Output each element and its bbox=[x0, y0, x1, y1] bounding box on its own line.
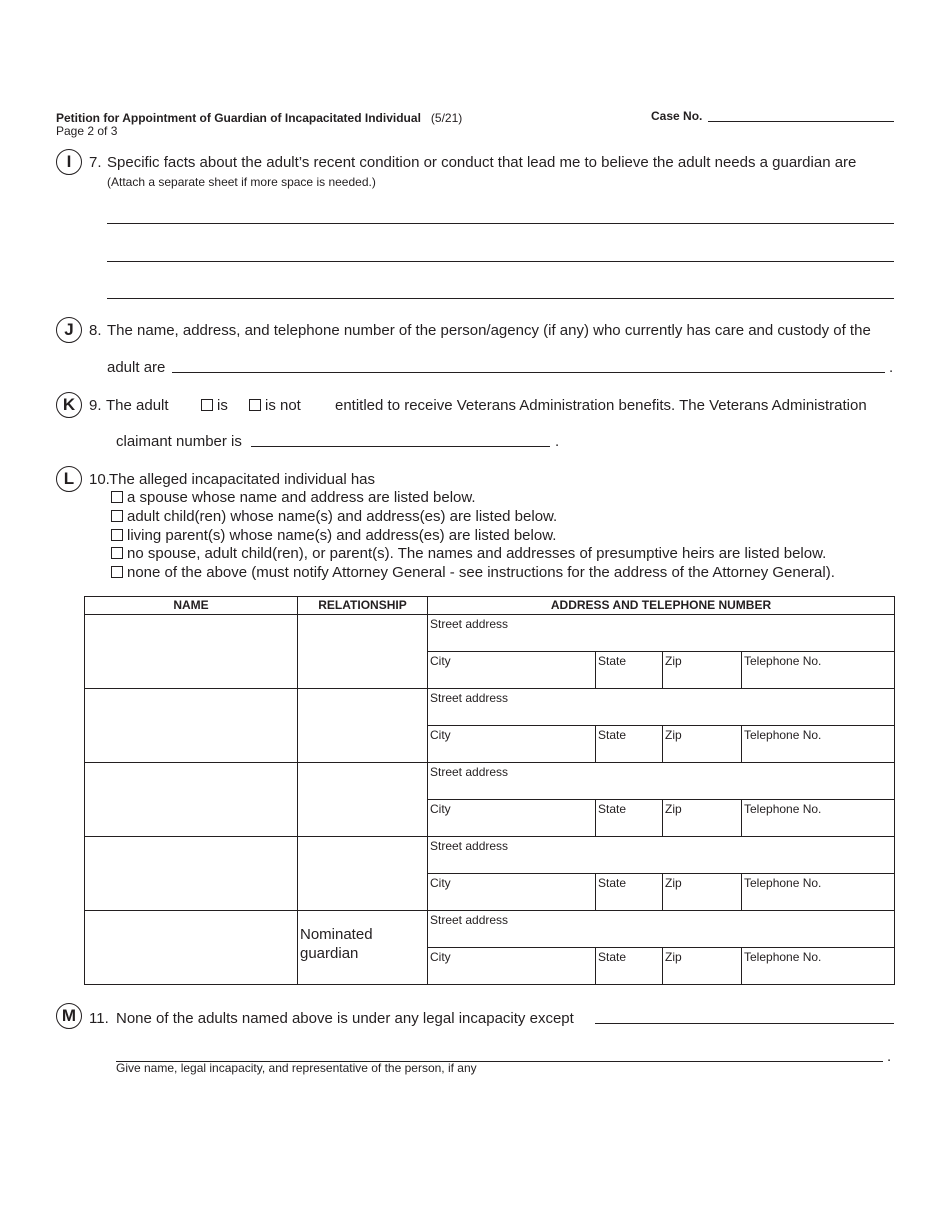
state-cell[interactable]: State bbox=[596, 652, 663, 689]
nominated-guardian-label: Nominated guardian bbox=[300, 926, 373, 962]
phone-cell[interactable]: Telephone No. bbox=[742, 874, 895, 911]
name-cell[interactable] bbox=[85, 615, 298, 689]
section-badge-j: J bbox=[56, 317, 82, 343]
q10-number: 10. bbox=[89, 471, 110, 488]
phone-cell[interactable]: Telephone No. bbox=[742, 652, 895, 689]
phone-cell[interactable]: Telephone No. bbox=[742, 948, 895, 985]
q8-end: . bbox=[889, 359, 894, 376]
case-no-field[interactable] bbox=[708, 121, 894, 122]
city-cell[interactable]: City bbox=[428, 652, 596, 689]
table-row bbox=[85, 837, 895, 874]
name-cell[interactable] bbox=[85, 763, 298, 837]
q11-number: 11. bbox=[89, 1010, 109, 1027]
table-row bbox=[85, 763, 895, 800]
checkbox[interactable] bbox=[111, 510, 123, 522]
q10-option-heirs[interactable]: no spouse, adult child(ren), or parent(s). The names and addresses of presumptive heirs are listed below. bbox=[111, 545, 826, 562]
q9-option-is[interactable]: is bbox=[201, 397, 228, 414]
section-badge-l: L bbox=[56, 466, 82, 492]
q10-option-parents[interactable]: living parent(s) whose name(s) and address(es) are listed below. bbox=[111, 527, 556, 544]
table-header-row bbox=[85, 597, 895, 615]
relationship-cell-nominated bbox=[298, 911, 428, 985]
relatives-table bbox=[84, 596, 895, 985]
zip-cell[interactable]: Zip bbox=[663, 726, 742, 763]
q7-note: (Attach a separate sheet if more space is needed.) bbox=[107, 175, 376, 189]
q10-text: The alleged incapacitated individual has bbox=[109, 471, 376, 488]
zip-cell[interactable]: Zip bbox=[663, 948, 742, 985]
state-cell[interactable]: State bbox=[596, 948, 663, 985]
phone-cell[interactable]: Telephone No. bbox=[742, 800, 895, 837]
q9-lead: The adult bbox=[106, 397, 169, 414]
q11-caption: Give name, legal incapacity, and representative of the person, if any bbox=[116, 1061, 477, 1075]
street-cell[interactable]: Street address bbox=[428, 837, 895, 874]
city-cell[interactable]: City bbox=[428, 800, 596, 837]
q7-answer-line-1[interactable] bbox=[107, 223, 894, 224]
q9-number: 9. bbox=[89, 397, 102, 414]
relationship-cell[interactable] bbox=[298, 615, 428, 689]
q9-text: entitled to receive Veterans Administration benefits. The Veterans Administration bbox=[335, 397, 867, 414]
q11-text: None of the adults named above is under any legal incapacity except bbox=[116, 1010, 574, 1027]
q9-text-2: claimant number is bbox=[116, 433, 242, 450]
city-cell[interactable]: City bbox=[428, 874, 596, 911]
q8-number: 8. bbox=[89, 322, 102, 339]
city-cell[interactable]: City bbox=[428, 948, 596, 985]
q11-answer-line-1[interactable] bbox=[595, 1023, 894, 1024]
page-number: Page 2 of 3 bbox=[56, 124, 118, 138]
q7-text: Specific facts about the adult’s recent condition or conduct that lead me to believe the adult needs a guardian are bbox=[107, 154, 857, 171]
header-relationship: RELATIONSHIP bbox=[298, 597, 428, 615]
q10-option-children[interactable]: adult child(ren) whose name(s) and address(es) are listed below. bbox=[111, 508, 557, 525]
q7-answer-line-3[interactable] bbox=[107, 298, 894, 299]
street-cell[interactable]: Street address bbox=[428, 615, 895, 652]
header-name: NAME bbox=[85, 597, 298, 615]
checkbox[interactable] bbox=[111, 491, 123, 503]
q7-answer-line-2[interactable] bbox=[107, 261, 894, 262]
state-cell[interactable]: State bbox=[596, 800, 663, 837]
section-badge-k: K bbox=[56, 392, 82, 418]
q9-claimant-line[interactable] bbox=[251, 446, 550, 447]
table-row-nominated-guardian bbox=[85, 911, 895, 948]
case-no-label: Case No. bbox=[651, 109, 703, 123]
name-cell[interactable] bbox=[85, 837, 298, 911]
zip-cell[interactable]: Zip bbox=[663, 652, 742, 689]
table-row bbox=[85, 615, 895, 652]
q10-option-none[interactable]: none of the above (must notify Attorney General - see instructions for the address of the Attorney General). bbox=[111, 564, 835, 581]
section-badge-m: M bbox=[56, 1003, 82, 1029]
q8-answer-line[interactable] bbox=[172, 372, 885, 373]
q7-number: 7. bbox=[89, 154, 102, 171]
q10-option-spouse[interactable]: a spouse whose name and address are listed below. bbox=[111, 489, 476, 506]
relationship-cell[interactable] bbox=[298, 837, 428, 911]
section-badge-i: I bbox=[56, 149, 82, 175]
street-cell[interactable]: Street address bbox=[428, 763, 895, 800]
street-cell[interactable]: Street address bbox=[428, 689, 895, 726]
street-cell[interactable]: Street address bbox=[428, 911, 895, 948]
checkbox[interactable] bbox=[111, 529, 123, 541]
q8-text-2: adult are bbox=[107, 359, 166, 376]
state-cell[interactable]: State bbox=[596, 874, 663, 911]
state-cell[interactable]: State bbox=[596, 726, 663, 763]
zip-cell[interactable]: Zip bbox=[663, 874, 742, 911]
phone-cell[interactable]: Telephone No. bbox=[742, 726, 895, 763]
zip-cell[interactable]: Zip bbox=[663, 800, 742, 837]
checkbox[interactable] bbox=[111, 547, 123, 559]
q8-text: The name, address, and telephone number of the person/agency (if any) who currently has care and custody of the bbox=[107, 322, 871, 339]
city-cell[interactable]: City bbox=[428, 726, 596, 763]
relationship-cell[interactable] bbox=[298, 763, 428, 837]
table-row bbox=[85, 689, 895, 726]
name-cell[interactable] bbox=[85, 911, 298, 985]
form-title: Petition for Appointment of Guardian of Incapacitated Individual (5/21) bbox=[56, 111, 463, 125]
name-cell[interactable] bbox=[85, 689, 298, 763]
q9-option-is-not[interactable]: is not bbox=[249, 397, 301, 414]
checkbox[interactable] bbox=[201, 399, 213, 411]
checkbox[interactable] bbox=[249, 399, 261, 411]
q9-end: . bbox=[555, 433, 560, 450]
q11-end: . bbox=[887, 1048, 892, 1065]
relationship-cell[interactable] bbox=[298, 689, 428, 763]
checkbox[interactable] bbox=[111, 566, 123, 578]
header-address: ADDRESS AND TELEPHONE NUMBER bbox=[428, 597, 895, 615]
